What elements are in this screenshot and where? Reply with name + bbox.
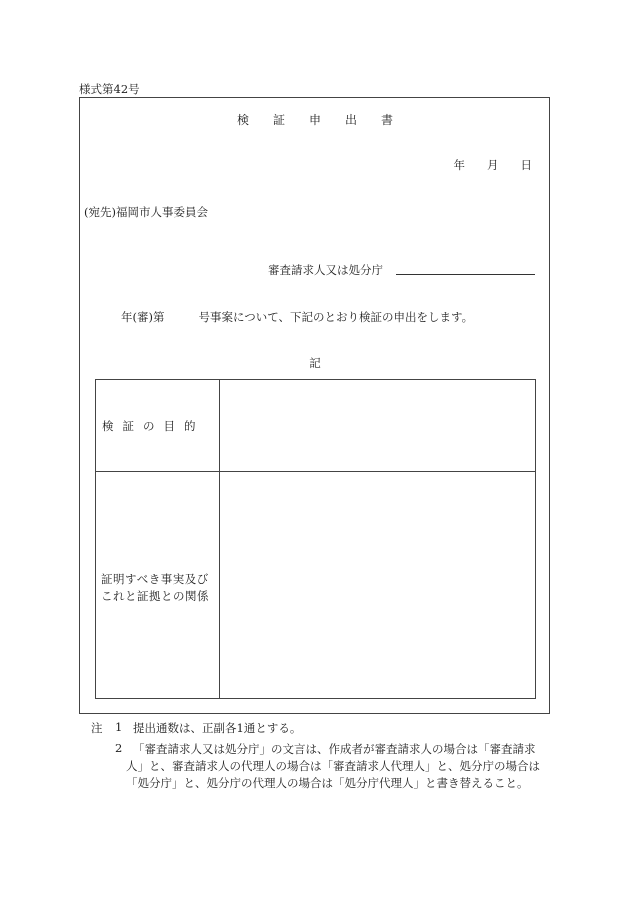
date-day: 日 [520,158,532,172]
addressee: (宛先)福岡市人事委員会 [84,205,208,219]
title-char: 書 [381,113,394,127]
purpose-char: 目 [163,419,175,433]
table-row-purpose [96,380,535,472]
notes-label: 注 [91,721,103,735]
detail-table [95,379,536,699]
title-char: 申 [308,113,321,127]
main-sentence [121,309,473,325]
note-number: 1 [115,720,123,734]
note-number: 2 [115,741,123,755]
date-year: 年 [453,158,465,172]
note-text: 提出通数は、正副各1通とする。 [133,721,302,735]
note-text: 人」と、審査請求人の代理人の場合は「審査請求人代理人」と、処分庁の場合は [126,759,540,773]
date-month: 月 [487,158,499,172]
purpose-char: の [143,419,155,433]
case-year-prefix: 年(審)第 [121,310,165,324]
purpose-char: 的 [184,419,196,433]
facts-label-line2: これと証拠との関係 [101,589,209,603]
form-number: 様式第42号 [79,82,140,96]
note-text: 「審査請求人又は処分庁」の文言は、作成者が審査請求人の場合は「審査請求 [133,742,536,756]
note-text: 「処分庁」と、処分庁の代理人の場合は「処分庁代理人」と書き替えること。 [126,776,529,790]
title-char: 証 [272,113,285,127]
purpose-label [102,418,205,434]
requester-signature-line[interactable] [396,274,535,275]
ki-heading: 記 [309,356,321,370]
purpose-char: 証 [122,419,134,433]
table-row-facts [96,472,535,698]
title-char: 出 [345,113,358,127]
document-title [0,111,630,128]
title-char: 検 [236,113,249,127]
purpose-label-cell [96,380,220,471]
facts-label-line1: 証明すべき事実及び [101,572,209,586]
requester-label: 審査請求人又は処分庁 [268,263,383,277]
date-line [432,157,533,173]
purpose-char: 検 [102,419,114,433]
sentence-body: 号事案について、下記のとおり検証の申出をします。 [198,310,474,324]
facts-label-cell [96,472,220,698]
